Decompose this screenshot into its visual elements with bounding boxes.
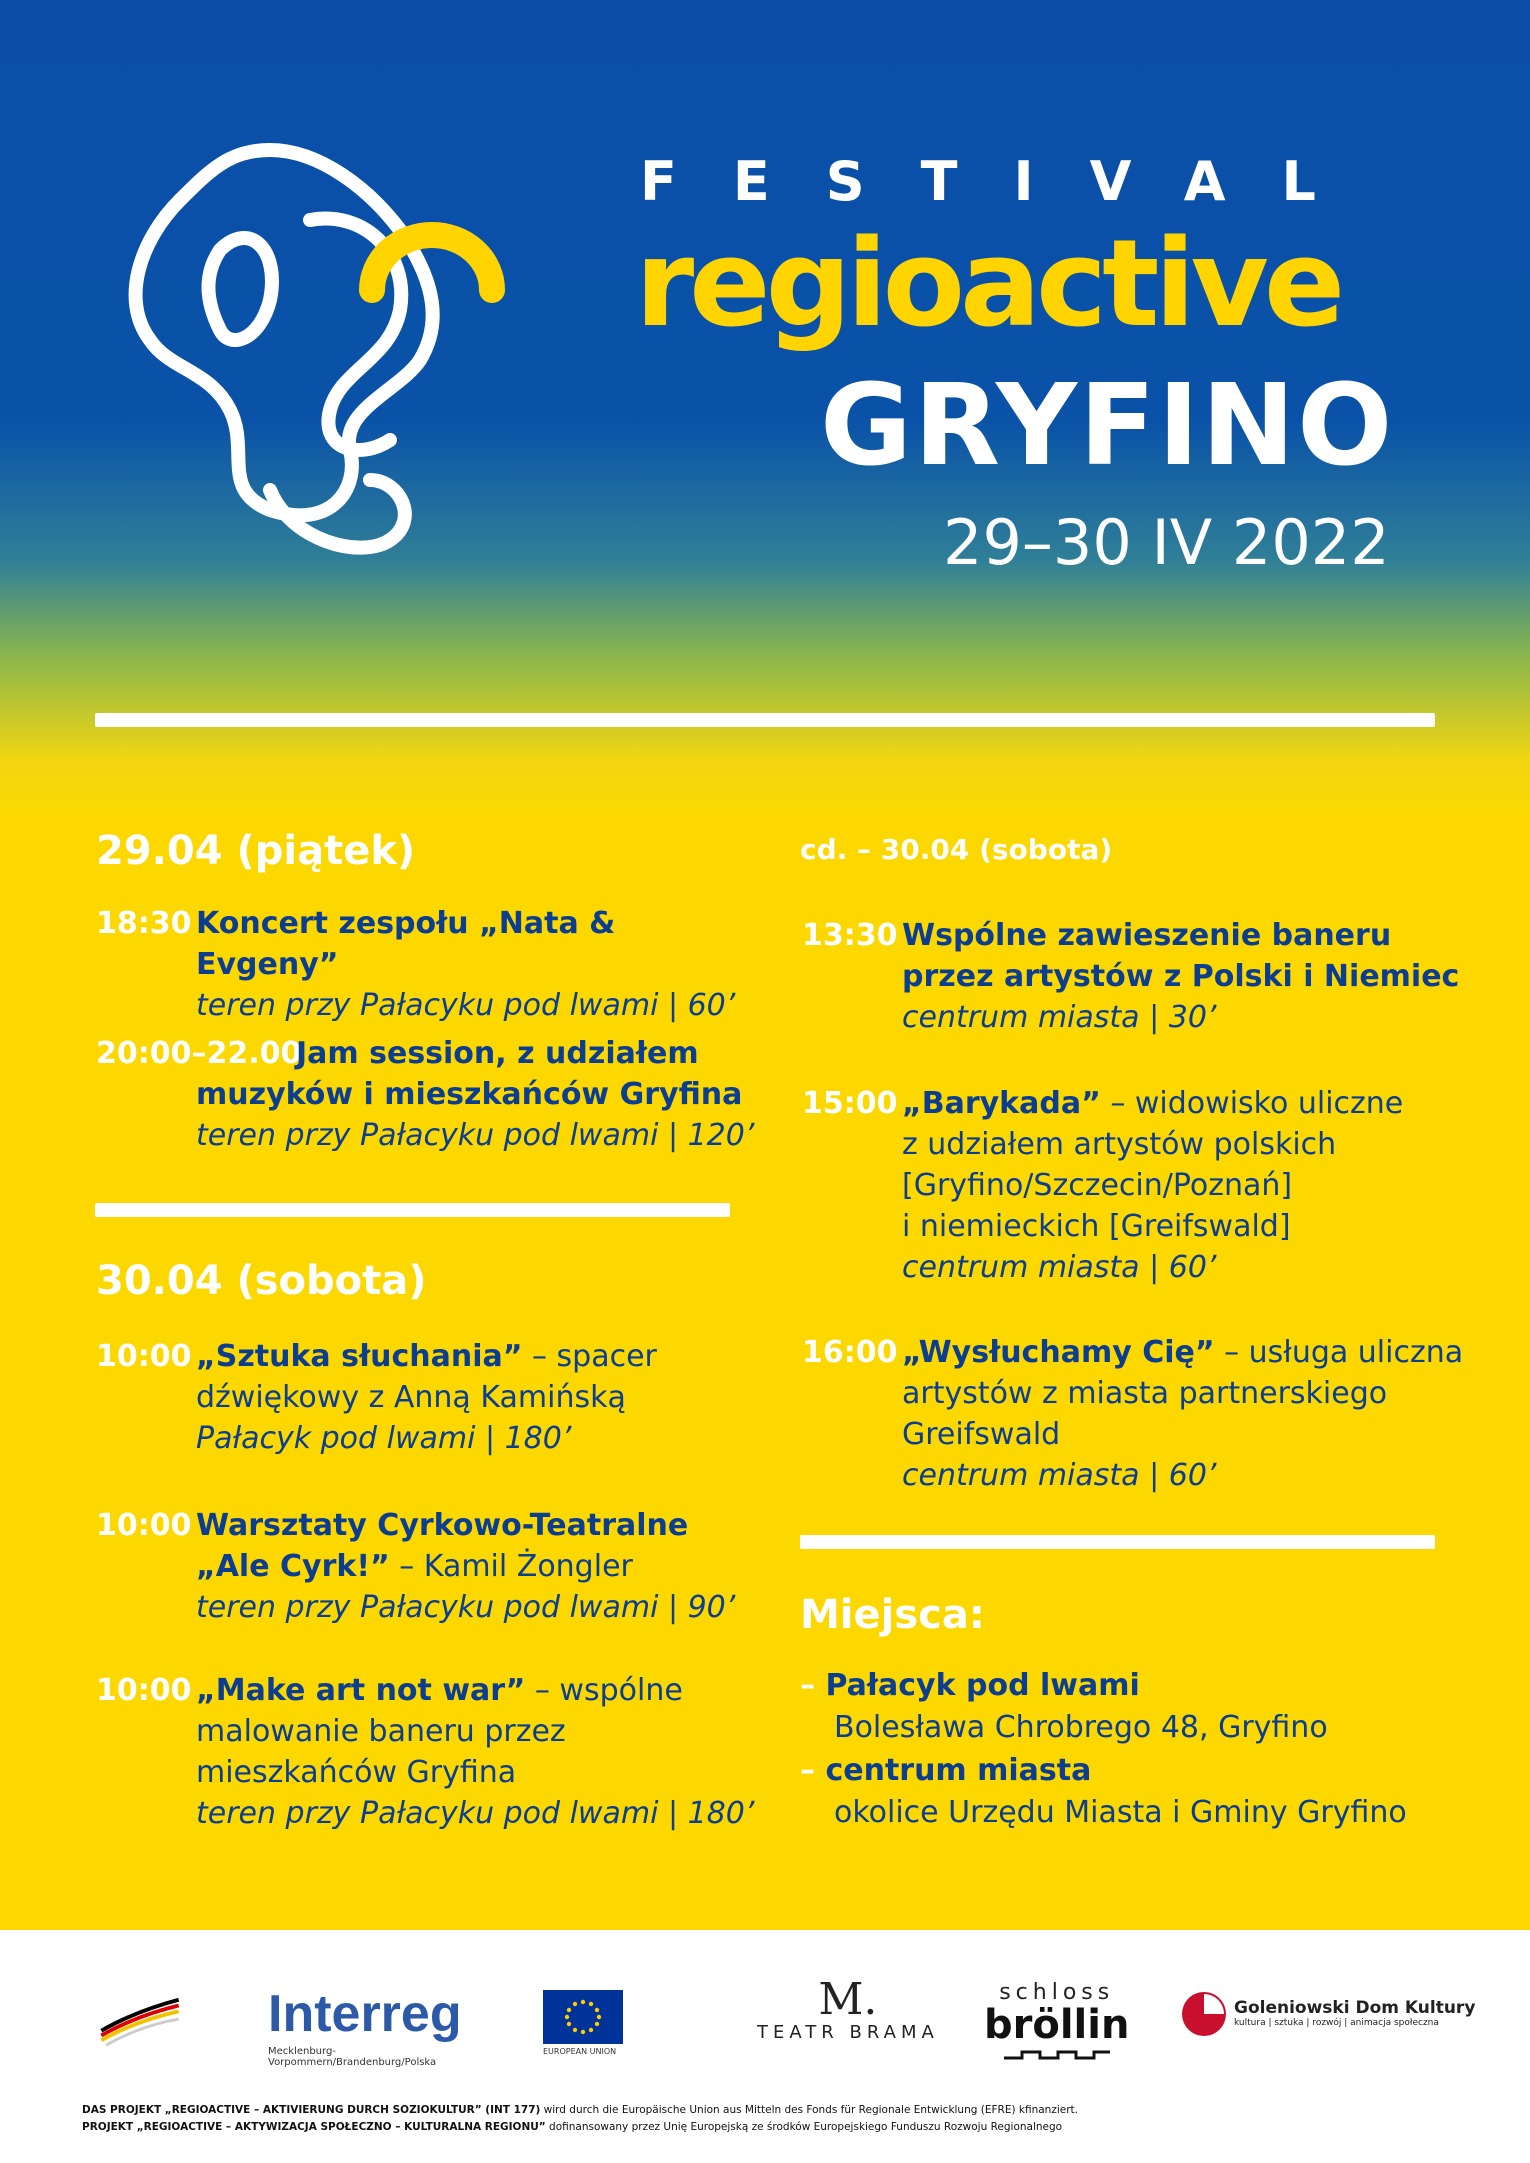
event-title-line2: „Ale Cyrk!” <box>196 1549 390 1584</box>
gdk-sub: kultura | sztuka | rozwój | animacja społeczna <box>1234 2018 1439 2028</box>
eu-sub: EUROPEAN UNION <box>543 2047 617 2056</box>
brollin-label: bröllin <box>984 2002 1130 2048</box>
divider-top <box>95 713 1435 727</box>
schloss-label: schloss <box>999 1980 1115 2005</box>
divider-right <box>800 1535 1435 1549</box>
schloss-brollin-logo <box>984 1980 1129 2064</box>
footer <box>0 1930 1530 2163</box>
event-place: centrum miasta | 60’ <box>902 1250 1217 1285</box>
place-name: centrum miasta <box>825 1753 1092 1788</box>
event-title: „Sztuka słuchania” <box>196 1339 523 1374</box>
day-heading-continued: cd. – 30.04 (sobota) <box>800 833 1113 866</box>
place-address: Bolesława Chrobrego 48, Gryfino <box>834 1710 1328 1745</box>
event-place: teren przy Pałacyku pod lwami | 60’ <box>196 988 736 1023</box>
event-title: „Wysłuchamy Cię” <box>902 1335 1215 1370</box>
event-title: „Barykada” <box>902 1086 1101 1121</box>
event-desc-line3: mieszkańców Gryfina <box>196 1755 517 1790</box>
teatr-name: TEATR BRAMA <box>757 2022 939 2043</box>
event-place: teren przy Pałacyku pod lwami | 90’ <box>196 1590 736 1625</box>
event-time: 18:30 <box>96 906 192 941</box>
event-desc-line2: malowanie baneru przez <box>196 1714 566 1749</box>
day-heading-friday: 29.04 (piątek) <box>96 828 416 874</box>
place-dash: – <box>800 1753 826 1788</box>
interreg-logo <box>268 1985 493 2068</box>
divider-left <box>95 1203 730 1217</box>
place-item <box>800 1750 1407 1834</box>
day-heading-saturday: 30.04 (sobota) <box>96 1258 427 1304</box>
event-desc: – Kamil Żongler <box>389 1549 633 1584</box>
funding-note-de <box>82 2104 1078 2116</box>
event-place: centrum miasta | 60’ <box>902 1458 1217 1493</box>
teatr-brama-logo <box>757 1974 939 2043</box>
event-place: teren przy Pałacyku pod lwami | 120’ <box>196 1118 755 1153</box>
event-title-line2: przez artystów z Polski i Niemiec <box>902 959 1460 994</box>
event-place: teren przy Pałacyku pod lwami | 180’ <box>196 1796 755 1831</box>
goleniowski-dom-kultury-logo <box>1180 1990 1475 2028</box>
event-desc: – widowisko uliczne <box>1100 1086 1404 1121</box>
event-desc-line3: [Gryfino/Szczecin/Poznań] <box>902 1168 1293 1203</box>
event-desc: – usługa uliczna <box>1214 1335 1464 1370</box>
event-desc-line4: i niemieckich [Greifswald] <box>902 1209 1291 1244</box>
eu-logo <box>543 1990 623 2056</box>
interreg-sub: Mecklenburg-Vorpommern/Brandenburg/Polska <box>268 2046 437 2068</box>
place-name: Pałacyk pod lwami <box>825 1668 1140 1703</box>
event-time: 10:00 <box>96 1508 192 1543</box>
event-title: Wspólne zawieszenie baneru <box>902 918 1392 953</box>
event-desc-line2: z udziałem artystów polskich <box>902 1127 1337 1162</box>
germany-poland-flag-icon <box>96 1992 184 2050</box>
funding-note-pl <box>82 2121 1062 2133</box>
festival-label: FESTIVAL <box>640 150 1372 213</box>
event-time: 16:00 <box>802 1335 898 1370</box>
gdk-name: Goleniowski Dom Kultury <box>1234 1998 1476 2018</box>
event-desc: – wspólne <box>525 1673 683 1708</box>
event-title: Koncert zespołu „Nata & Evgeny” <box>196 906 616 982</box>
places-heading: Miejsca: <box>800 1592 985 1638</box>
event-desc: – spacer <box>522 1339 657 1374</box>
festival-city: GRYFINO <box>820 361 1395 491</box>
event-desc-line2: artystów z miasta partnerskiego <box>902 1376 1388 1411</box>
event-time: 10:00 <box>96 1673 192 1708</box>
funding-note-de-rest: wird durch die Europäische Union aus Mitteln des Fonds für Regionale Entwicklung (EFRE) kfinanziert. <box>540 2104 1078 2116</box>
place-item <box>800 1665 1328 1749</box>
festival-logo-icon <box>100 110 580 590</box>
event-title: Warsztaty Cyrkowo-Teatralne <box>196 1508 689 1543</box>
eu-flag-icon <box>543 1990 623 2044</box>
place-address: okolice Urzędu Miasta i Gminy Gryfino <box>834 1795 1407 1830</box>
event-time: 20:00–22.00 <box>96 1036 302 1071</box>
funding-note-de-bold: DAS PROJEKT „REGIOACTIVE – AKTIVIERUNG DURCH SOZIOKULTUR” (INT 177) <box>82 2104 541 2116</box>
event-time: 10:00 <box>96 1339 192 1374</box>
event-desc-line2: dźwiękowy z Anną Kamińską <box>196 1380 626 1415</box>
brollin-steps-icon <box>1002 2046 1112 2060</box>
funding-note-pl-bold: PROJEKT „REGIOACTIVE – AKTYWIZACJA SPOŁECZNO – KULTURALNA REGIONU” <box>82 2121 546 2133</box>
event-place: centrum miasta | 30’ <box>902 1000 1217 1035</box>
gdk-emblem-icon <box>1180 1990 1228 2038</box>
teatr-mark: M. <box>818 1974 878 2025</box>
event-time: 15:00 <box>802 1086 898 1121</box>
event-title: Jam session, z udziałem <box>296 1036 699 1071</box>
event-time: 13:30 <box>802 918 898 953</box>
event-title: „Make art not war” <box>196 1673 526 1708</box>
interreg-name: Interreg <box>268 1985 462 2043</box>
funding-note-pl-rest: dofinansowany przez Unię Europejską ze środków Europejskiego Funduszu Rozwoju Regionalnego <box>545 2121 1063 2133</box>
event-title-line2: muzyków i mieszkańców Gryfina <box>196 1077 743 1112</box>
place-dash: – <box>800 1668 826 1703</box>
event-desc-line3: Greifswald <box>902 1417 1061 1452</box>
event-place: Pałacyk pod lwami | 180’ <box>196 1421 572 1456</box>
festival-title: regioactive <box>635 215 1341 354</box>
festival-dates: 29–30 IV 2022 <box>943 506 1390 579</box>
